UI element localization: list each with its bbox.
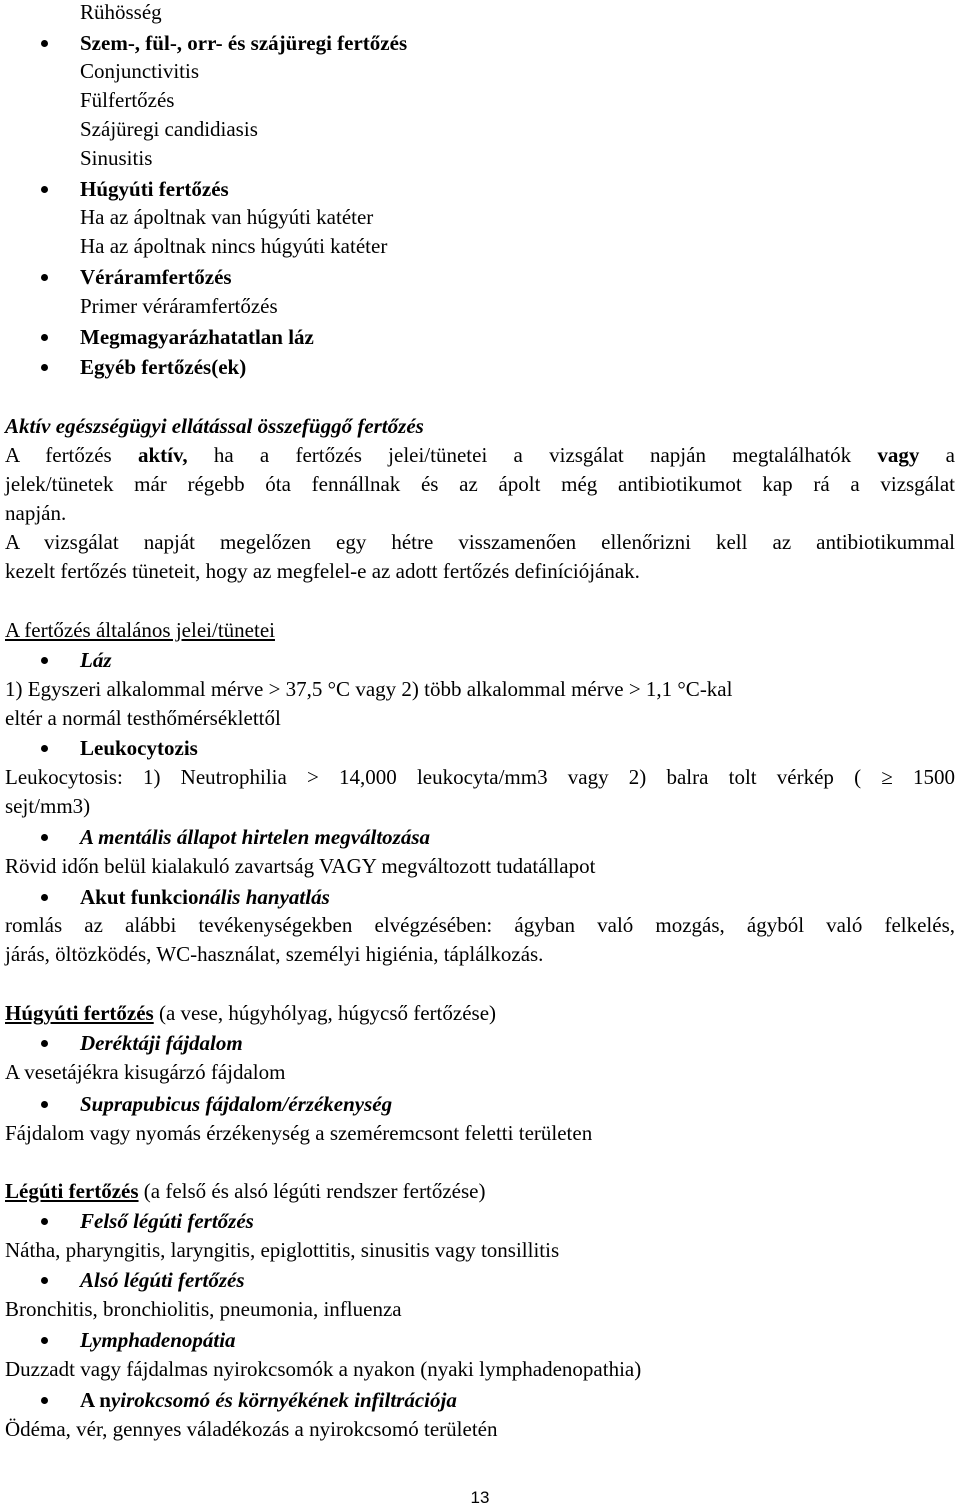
list-heading-infiltration: A nyirokcsomó és környékének infiltrációja (0, 1388, 960, 1412)
paragraph-line: eltér a normál testhőmérséklettől (5, 706, 281, 730)
list-item: Ha az ápoltnak van húgyúti katéter (80, 205, 374, 229)
list-heading-mental: A mentális állapot hirtelen megváltozása (0, 825, 960, 849)
list-heading-other: Egyéb fertőzés(ek) (0, 355, 960, 379)
paragraph-line: kezelt fertőzés tüneteit, hogy az megfelel-e az adott fertőzés definíciójának. (5, 559, 640, 583)
page-number: 13 (470, 1488, 490, 1507)
list-heading-upper-resp: Felső légúti fertőzés (0, 1209, 960, 1233)
list-heading-eye-ear: Szem-, fül-, orr- és szájüregi fertőzés (0, 31, 960, 55)
list-heading-functional: Akut funkcionális hanyatlás (0, 885, 960, 909)
paragraph-line: Fájdalom vagy nyomás érzékenység a szeméremcsont feletti területen (5, 1121, 593, 1145)
list-item: Sinusitis (80, 146, 153, 170)
list-heading-lower-resp: Alsó légúti fertőzés (0, 1268, 960, 1292)
list-item: Primer véráramfertőzés (80, 294, 278, 318)
list-heading-fever-sign: Láz (0, 648, 960, 672)
paragraph-line: A fertőzés aktív, ha a fertőzés jelei/tünetei a vizsgálat napján megtalálhatók vagy a (5, 443, 955, 467)
list-heading-flank-pain: Deréktáji fájdalom (0, 1031, 960, 1055)
paragraph-line: Rövid időn belül kialakuló zavartság VAGY megváltozott tudatállapot (5, 854, 596, 878)
paragraph-line: jelek/tünetek már régebb óta fennállnak és az ápolt még antibiotikumot kap rá a vizsgálat (5, 472, 955, 496)
paragraph-line: napján. (5, 501, 67, 525)
paragraph-line: Bronchitis, bronchiolitis, pneumonia, influenza (5, 1297, 402, 1321)
list-item: Rühösség (80, 0, 162, 24)
paragraph-line: A vizsgálat napját megelőzen egy hétre visszamenően ellenőrizni kell az antibiotikummal (5, 530, 955, 554)
list-item: Ha az ápoltnak nincs húgyúti katéter (80, 234, 388, 258)
paragraph-line: A vesetájékra kisugárzó fájdalom (5, 1060, 286, 1084)
list-heading-lymphadenopathy: Lymphadenopátia (0, 1328, 960, 1352)
paragraph-line: járás, öltözködés, WC-használat, személyi higiénia, táplálkozás. (5, 942, 544, 966)
paragraph-line: Leukocytosis: 1) Neutrophilia > 14,000 leukocyta/mm3 vagy 2) balra tolt vérkép ( ≥ 1500 (5, 765, 955, 789)
list-heading-suprapubic: Suprapubicus fájdalom/érzékenység (0, 1092, 960, 1116)
paragraph-line: sejt/mm3) (5, 794, 91, 818)
paragraph-line: Ödéma, vér, gennyes váladékozás a nyirokcsomó területén (5, 1417, 498, 1441)
list-item: Conjunctivitis (80, 59, 200, 83)
list-item: Szájüregi candidiasis (80, 117, 258, 141)
paragraph-line: romlás az alábbi tevékenységekben elvégzésében: ágyban való mozgás, ágyból való felkelés, (5, 913, 955, 937)
section-title-general: A fertőzés általános jelei/tünetei (5, 618, 275, 642)
list-heading-fever: Megmagyarázhatatlan láz (0, 325, 960, 349)
paragraph-line: Nátha, pharyngitis, laryngitis, epiglottitis, sinusitis vagy tonsillitis (5, 1238, 560, 1262)
section-title-respiratory: Légúti fertőzés (a felső és alsó légúti rendszer fertőzése) (5, 1179, 486, 1203)
list-heading-leukocytosis: Leukocytozis (0, 736, 960, 760)
list-heading-urinary: Húgyúti fertőzés (0, 177, 960, 201)
list-item: Fülfertőzés (80, 88, 175, 112)
paragraph-line: 1) Egyszeri alkalommal mérve > 37,5 °C vagy 2) több alkalommal mérve > 1,1 °C-kal (5, 677, 733, 701)
paragraph-line: Duzzadt vagy fájdalmas nyirokcsomók a nyakon (nyaki lymphadenopathia) (5, 1357, 642, 1381)
section-title-active: Aktív egészségügyi ellátással összefüggő fertőzés (5, 414, 424, 438)
section-title-urinary: Húgyúti fertőzés (a vese, húgyhólyag, húgycső fertőzése) (5, 1001, 497, 1025)
list-heading-bloodstream: Véráramfertőzés (0, 265, 960, 289)
